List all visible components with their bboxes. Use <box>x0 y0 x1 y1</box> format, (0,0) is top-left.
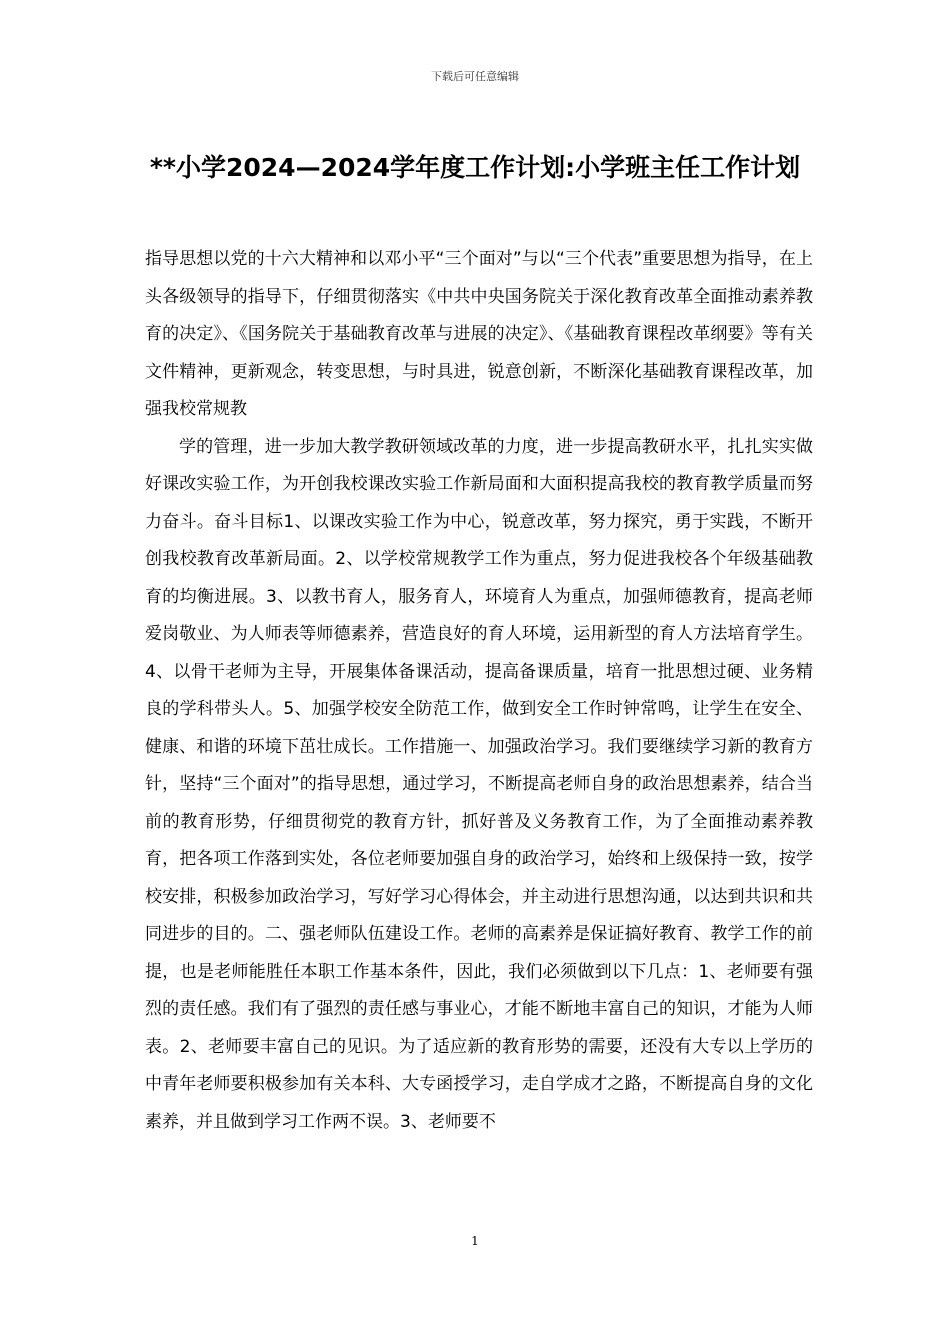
page-number: 1 <box>471 1234 479 1248</box>
document-title: **小学2024—2024学年度工作计划:小学班主任工作计划 <box>149 153 801 182</box>
header-note: 下载后可任意编辑 <box>431 70 519 83</box>
document-body <box>145 241 813 1141</box>
body-paragraph: 学的管理，进一步加大教学教研领域改革的力度，进一步提高教研水平，扎扎实实做好课改实验工作，为开创我校课改实验工作新局面和大面积提高我校的教育教学质量而努力奋斗。奋斗目标1、以课改实验工作为中心，锐意改革，努力探究，勇于实践，不断开创我校教育改革新局面。2、以学校常规教学工作为重点，努力促进我校各个年级基础教育的均衡进展。3、以教书育人，服务育人，环境育人为重点，加强师德教育，提高老师爱岗敬业、为人师表等师德素养，营造良好的育人环境，运用新型的育人方法培育学生。4、以骨干老师为主导，开展集体备课活动，提高备课质量，培育一批思想过硬、业务精良的学科带头人。5、加强学校安全防范工作，做到安全工作时钟常鸣，让学生在安全、健康、和谐的环境下茁壮成长。工作措施一、加强政治学习。我们要继续学习新的教育方针，坚持“三个面对”的指导思想，通过学习，不断提高老师自身的政治思想素养，结合当前的教育形势，仔细贯彻党的教育方针，抓好普及义务教育工作，为了全面推动素养教育，把各项工作落到实处，各位老师要加强自身的政治学习，始终和上级保持一致，按学校安排，积极参加政治学习，写好学习心得体会，并主动进行思想沟通，以达到共识和共同进步的目的。二、强老师队伍建设工作。老师的高素养是保证搞好教育、教学工作的前提，也是老师能胜任本职工作基本条件，因此，我们必须做到以下几点：1、老师要有强烈的责任感。我们有了强烈的责任感与事业心，才能不断地丰富自己的知识，才能为人师表。2、老师要丰富自己的见识。为了适应新的教育形势的需要，还没有大专以上学历的中青年老师要积极参加有关本科、大专函授学习，走自学成才之路，不断提高自身的文化素养，并且做到学习工作两不误。3、老师要不 <box>145 436 813 1132</box>
body-paragraph: 指导思想以党的十六大精神和以邓小平“三个面对”与以“三个代表”重要思想为指导，在上头各级领导的指导下，仔细贯彻落实《中共中央国务院关于深化教育改革全面推动素养教育的决定》、《国务院关于基础教育改革与进展的决定》、《基础教育课程改革纲要》等有关文件精神，更新观念，转变思想，与时具进，锐意创新，不断深化基础教育课程改革，加强我校常规教 <box>145 249 813 419</box>
